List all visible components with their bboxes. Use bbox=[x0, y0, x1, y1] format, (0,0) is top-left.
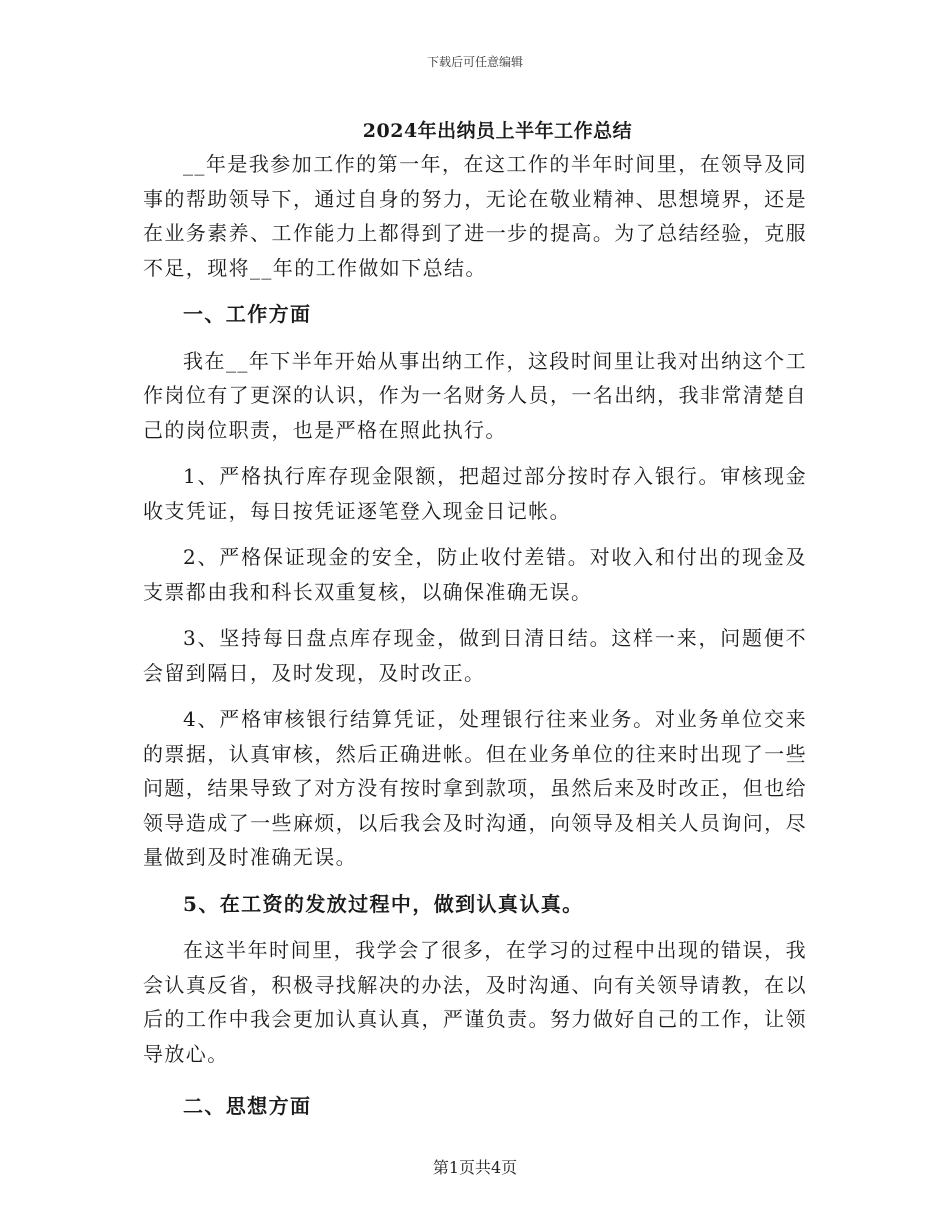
document-body bbox=[143, 147, 807, 1124]
page-number: 第1页共4页 bbox=[432, 1158, 518, 1177]
header-note: 下载后可任意编辑 bbox=[426, 55, 523, 69]
list-item-1: 1、严格执行库存现金限额，把超过部分按时存入银行。审核现金收支凭证，每日按凭证逐笔登入现金日记帐。 bbox=[143, 464, 807, 523]
summary-paragraph: 在这半年时间里，我学会了很多，在学习的过程中出现的错误，我会认真反省，积极寻找解决的办法，及时沟通、向有关领导请教，在以后的工作中我会更加认真认真，严谨负责。努力做好自己的工作，让领导放心。 bbox=[143, 938, 807, 1066]
list-item-5: 5、在工资的发放过程中，做到认真认真。 bbox=[183, 891, 584, 916]
intro-paragraph: __年是我参加工作的第一年，在这工作的半年时间里，在领导及同事的帮助领导下，通过自身的努力，无论在敬业精神、思想境界，还是在业务素养、工作能力上都得到了进一步的提高。为了总结经验，克服不足，现将__年的工作做如下总结。 bbox=[143, 152, 807, 280]
list-item-3: 3、坚持每日盘点库存现金，做到日清日结。这样一来，问题便不会留到隔日，及时发现，及时改正。 bbox=[143, 626, 807, 685]
section-heading-work: 一、工作方面 bbox=[183, 302, 312, 326]
list-item-4: 4、严格审核银行结算凭证，处理银行往来业务。对业务单位交来的票据，认真审核，然后正确进帐。但在业务单位的往来时出现了一些问题，结果导致了对方没有按时拿到款项，虽然后来及时改正，但也给领导造成了一些麻烦，以后我会及时沟通，向领导及相关人员询问，尽量做到及时准确无误。 bbox=[143, 707, 807, 869]
section-heading-thought: 二、思想方面 bbox=[183, 1094, 312, 1118]
list-item-2: 2、严格保证现金的安全，防止收付差错。对收入和付出的现金及支票都由我和科长双重复核，以确保准确无误。 bbox=[143, 545, 807, 604]
work-intro-paragraph: 我在__年下半年开始从事出纳工作，这段时间里让我对出纳这个工作岗位有了更深的认识，作为一名财务人员，一名出纳，我非常清楚自己的岗位职责，也是严格在照此执行。 bbox=[143, 348, 807, 442]
document-title: 2024年出纳员上半年工作总结 bbox=[362, 120, 633, 142]
